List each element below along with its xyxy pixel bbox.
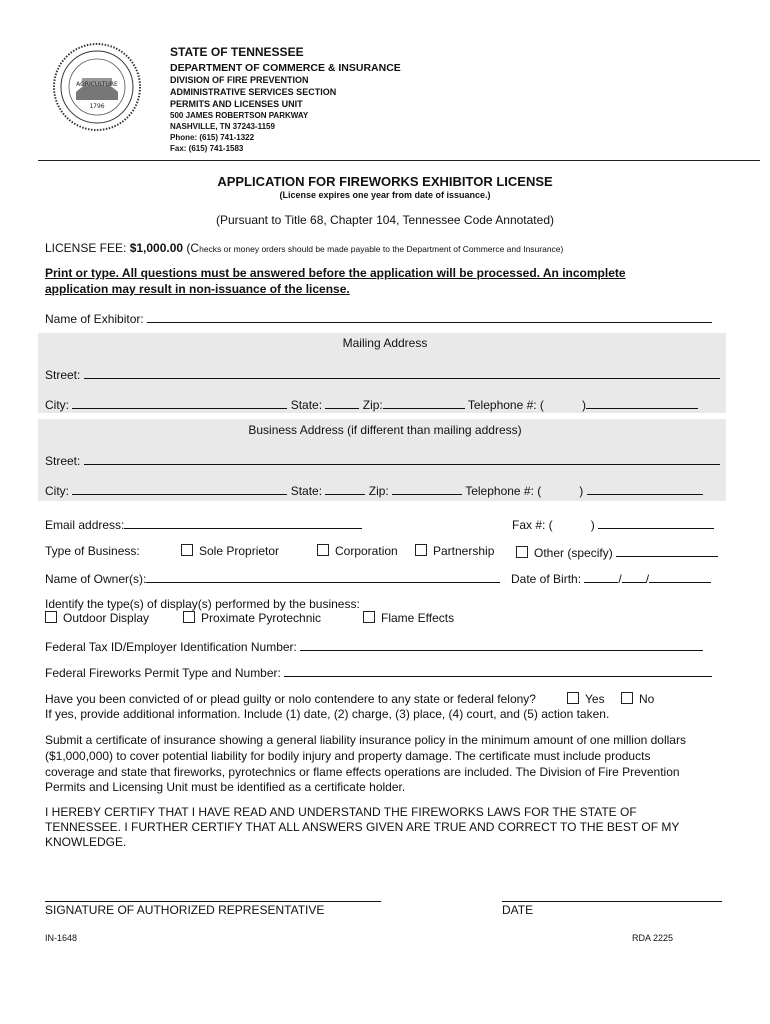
proximate-pyrotechnic-checkbox[interactable] [183,611,195,623]
fax-input[interactable] [598,516,714,529]
rda-number: RDA 2225 [632,933,674,943]
outdoor-display-checkbox[interactable] [45,611,57,623]
tennessee-seal-icon [52,42,142,132]
header-state: STATE OF TENNESSEE [170,45,304,59]
date-label: DATE [502,903,534,917]
felony-info: If yes, provide additional information. Include (1) date, (2) charge, (3) place, (4) court, and (5) action taken. [45,707,610,721]
svg-text:AGRICULTURE: AGRICULTURE [76,81,118,88]
felony-no[interactable] [621,692,654,706]
permit-input[interactable] [284,664,712,677]
header-division: DIVISION OF FIRE PREVENTION [170,75,309,85]
insurance-line-3: coverage and state that fireworks, pyrotechnics or flame effects operations are included. The Division of Fire Prevention [45,765,680,779]
header-phone: Phone: (615) 741-1322 [170,133,255,142]
display-prompt: Identify the type(s) of display(s) performed by the business: [45,597,360,611]
business-street-row [45,452,720,468]
mailing-area-code-input[interactable] [544,397,582,409]
business-telephone-label: Telephone #: ( [465,484,542,498]
permit-label: Federal Fireworks Permit Type and Number: [45,666,281,680]
other-label: Other (specify) [534,546,613,560]
felony-no-label: No [639,692,655,706]
business-address-header: Business Address (if different than mailing address) [248,423,522,437]
form-id: IN-1648 [45,933,78,943]
owner-input[interactable] [146,570,500,583]
other-checkbox[interactable] [516,546,528,558]
dob-separator-1: / [618,572,622,586]
business-state-input[interactable] [325,482,365,495]
mailing-telephone-label: Telephone #: ( [467,398,544,412]
sole-proprietor-label: Sole Proprietor [199,544,280,558]
felony-yes-label: Yes [585,692,605,706]
exhibitor-label: Name of Exhibitor: [45,312,144,326]
dob-row [511,570,711,586]
felony-yes-checkbox[interactable] [567,692,579,704]
instructions-line-1: Print or type. All questions must be answered before the application will be processed. An incomplete [45,266,626,280]
fax-area-code-input[interactable] [553,517,591,529]
exhibitor-row [45,310,712,326]
insurance-line-1: Submit a certificate of insurance showing a general liability insurance policy in the minimum amount of one million dollars [45,733,686,747]
dob-label: Date of Birth: [511,572,582,586]
certify-line-3: KNOWLEDGE. [45,835,127,849]
business-type-corp[interactable] [317,544,398,558]
business-state-label: State: [290,484,323,498]
certify-line-2: TENNESSEE. I FURTHER CERTIFY THAT ALL ANSWERS GIVEN ARE TRUE AND CORRECT TO THE BEST OF MY [45,820,680,834]
felony-row [45,692,536,706]
flame-effects-label: Flame Effects [381,611,455,625]
business-type-partnership[interactable] [415,544,494,558]
email-row [45,516,362,532]
page-subtitle: (License expires one year from date of issuance.) [279,190,491,200]
dob-year-input[interactable] [649,570,711,583]
dob-day-input[interactable] [622,570,646,583]
email-label: Email address: [45,518,125,532]
mailing-street-row [45,366,720,382]
display-proximate[interactable] [183,611,321,625]
fax-close: ) [590,518,595,532]
email-input[interactable] [124,516,362,529]
business-type-row [45,544,140,558]
business-type-sole[interactable] [181,544,279,558]
display-flame[interactable] [363,611,454,625]
corporation-checkbox[interactable] [317,544,329,556]
felony-no-checkbox[interactable] [621,692,633,704]
mailing-city-label: City: [45,398,69,412]
tax-id-row [45,638,703,654]
business-city-row [45,482,703,498]
instructions-line-2: application may result in non-issuance of the license. [45,282,350,296]
other-specify-input[interactable] [616,544,718,557]
mailing-city-row [45,396,698,412]
fax-row [512,516,714,532]
mailing-zip-input[interactable] [383,396,465,409]
mailing-state-input[interactable] [325,396,359,409]
signature-label: SIGNATURE OF AUTHORIZED REPRESENTATIVE [45,903,325,917]
business-zip-input[interactable] [392,482,462,495]
svg-text:1796: 1796 [89,103,105,110]
page-title: APPLICATION FOR FIREWORKS EXHIBITOR LICENSE [217,174,553,189]
mailing-zip-label: Zip: [362,398,383,412]
header-unit: PERMITS AND LICENSES UNIT [170,99,303,109]
proximate-pyrotechnic-label: Proximate Pyrotechnic [201,611,322,625]
dob-separator-2: / [645,572,650,586]
business-zip-label: Zip: [368,484,389,498]
owner-label: Name of Owner(s): [45,572,147,586]
mailing-state-label: State: [290,398,323,412]
pursuant-text: (Pursuant to Title 68, Chapter 104, Tennessee Code Annotated) [215,213,554,227]
mailing-address-header: Mailing Address [342,336,428,350]
insurance-line-2: ($1,000,000) to cover potential liability for bodily injury and property damage. The certificate must include products [45,749,651,763]
dob-month-input[interactable] [584,570,618,583]
fee-label: LICENSE FEE: [45,241,130,255]
fee-note: hecks or money orders should be made payable to the Department of Commerce and Insurance) [199,244,564,254]
business-telephone-close: ) [579,484,584,498]
header-divider [38,160,760,161]
tax-id-label: Federal Tax ID/Employer Identification Number: [45,640,297,654]
business-street-label: Street: [45,454,81,468]
business-area-code-input[interactable] [541,483,579,495]
mailing-street-input[interactable] [84,366,720,379]
business-type-label: Type of Business: [45,544,140,558]
flame-effects-checkbox[interactable] [363,611,375,623]
header-address: 500 JAMES ROBERTSON PARKWAY [170,111,309,120]
owner-row [45,570,500,586]
date-line[interactable] [502,901,722,902]
business-street-input[interactable] [84,452,720,465]
mailing-city-input[interactable] [72,396,287,409]
partnership-label: Partnership [433,544,495,558]
license-fee [45,241,563,255]
business-city-input[interactable] [72,482,287,495]
header-section: ADMINISTRATIVE SERVICES SECTION [170,87,337,97]
business-city-label: City: [45,484,69,498]
business-type-other[interactable] [516,544,718,560]
fee-note-open: (C [183,241,200,255]
partnership-checkbox[interactable] [415,544,427,556]
sole-proprietor-checkbox[interactable] [181,544,193,556]
mailing-street-label: Street: [45,368,81,382]
fee-amount: $1,000.00 [129,241,184,255]
felony-yes[interactable] [567,692,605,706]
certify-line-1: I HEREBY CERTIFY THAT I HAVE READ AND UNDERSTAND THE FIREWORKS LAWS FOR THE STATE OF [45,805,637,819]
display-outdoor[interactable] [45,611,149,625]
signature-line[interactable] [45,901,381,902]
header-fax: Fax: (615) 741-1583 [170,144,244,153]
felony-question: Have you been convicted of or plead guilty or nolo contendere to any state or federal felony? [45,692,536,706]
header-city: NASHVILLE, TN 37243-1159 [170,122,275,131]
header-department: DEPARTMENT OF COMMERCE & INSURANCE [170,62,401,74]
tax-id-input[interactable] [300,638,703,651]
permit-row [45,664,712,680]
insurance-line-4: Permits and Licensing Unit must be identified as a certificate holder. [45,780,406,794]
outdoor-display-label: Outdoor Display [63,611,150,625]
mailing-telephone-input[interactable] [586,396,698,409]
exhibitor-input[interactable] [147,310,712,323]
business-telephone-input[interactable] [587,482,703,495]
mailing-telephone-close: ) [581,398,586,412]
fax-label: Fax #: ( [512,518,553,532]
corporation-label: Corporation [335,544,398,558]
